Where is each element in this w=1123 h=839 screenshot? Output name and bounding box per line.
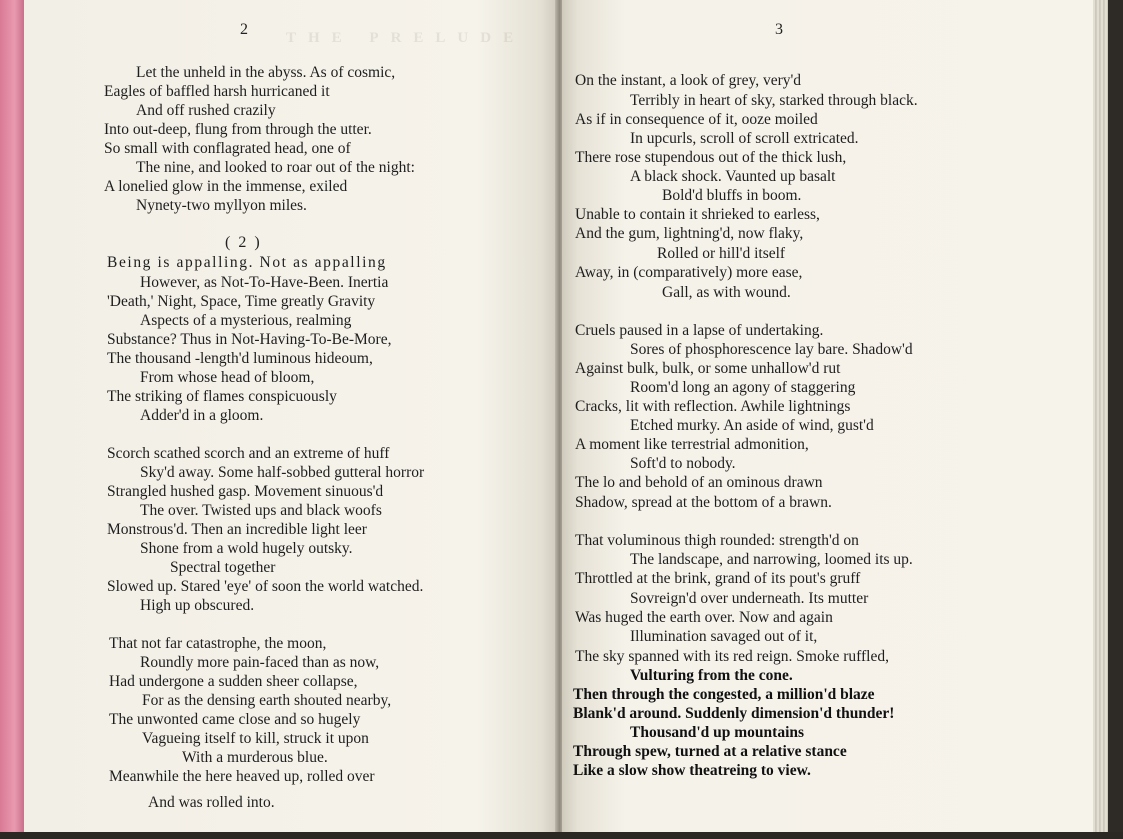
poem-line: That not far catastrophe, the moon, <box>109 635 327 652</box>
poem-line: Had undergone a sudden sheer collapse, <box>109 673 358 690</box>
poem-line: Sky'd away. Some half-sobbed gutteral horror <box>140 464 425 481</box>
poem-line: Bold'd bluffs in boom. <box>662 187 802 204</box>
poem-line: Rolled or hill'd itself <box>657 245 786 262</box>
poem-line: Shone from a wold hugely outsky. <box>140 540 353 557</box>
poem-line: The thousand -length'd luminous hideoum, <box>107 350 373 367</box>
poem-line: Substance? Thus in Not-Having-To-Be-More, <box>107 331 392 348</box>
poem-line: Meanwhile the here heaved up, rolled over <box>109 768 375 785</box>
pink-cover-edge <box>0 0 24 839</box>
poem-line: A lonelied glow in the immense, exiled <box>104 178 348 195</box>
poem-line: Then through the congested, a million'd blaze <box>573 686 875 703</box>
poem-line: Cracks, lit with reflection. Awhile lightnings <box>575 398 851 415</box>
page-number: 3 <box>775 21 783 38</box>
poem-line: With a murderous blue. <box>182 749 328 766</box>
poem-line: From whose head of bloom, <box>140 369 315 386</box>
poem-line: Strangled hushed gasp. Movement sinuous'd <box>107 483 384 500</box>
poem-line: Shadow, spread at the bottom of a brawn. <box>575 494 832 511</box>
poem-line: And the gum, lightning'd, now flaky, <box>575 225 804 242</box>
poem-line: Thousand'd up mountains <box>630 724 805 741</box>
poem-line: However, as Not-To-Have-Been. Inertia <box>140 274 389 291</box>
poem-line: As if in consequence of it, ooze moiled <box>575 111 818 128</box>
poem-line: Etched murky. An aside of wind, gust'd <box>630 417 874 434</box>
section-number: ( 2 ) <box>225 234 262 251</box>
poem-line: Monstrous'd. Then an incredible light leer <box>107 521 367 538</box>
right-page <box>562 0 1093 832</box>
poem-line: Nynety-two myllyon miles. <box>136 197 307 214</box>
poem-line: Against bulk, bulk, or some unhallow'd rut <box>575 360 841 377</box>
poem-line: Like a slow show theatreing to view. <box>573 762 811 779</box>
poem-line: Terribly in heart of sky, starked through black. <box>630 92 918 109</box>
scanner-background <box>1108 0 1123 839</box>
poem-line: On the instant, a look of grey, very'd <box>575 72 802 89</box>
poem-line: In upcurls, scroll of scroll extricated. <box>630 130 859 147</box>
poem-line: 'Death,' Night, Space, Time greatly Gravity <box>107 293 376 310</box>
poem-line: Sores of phosphorescence lay bare. Shadow'd <box>630 341 913 358</box>
poem-line: Cruels paused in a lapse of undertaking. <box>575 322 824 339</box>
poem-line: Soft'd to nobody. <box>630 455 736 472</box>
poem-line: Vulturing from the cone. <box>630 667 793 684</box>
poem-line: Roundly more pain-faced than as now, <box>140 654 380 671</box>
scanner-bottom-edge <box>0 832 1123 839</box>
poem-line: Room'd long an agony of staggering <box>630 379 856 396</box>
poem-line: Away, in (comparatively) more ease, <box>575 264 803 281</box>
poem-line: Gall, as with wound. <box>662 284 791 301</box>
poem-line: The nine, and looked to roar out of the night: <box>136 159 415 176</box>
poem-line: Into out-deep, flung from through the utter. <box>104 121 372 138</box>
left-page <box>24 0 557 832</box>
poem-line: Let the unheld in the abyss. As of cosmic, <box>136 64 396 81</box>
poem-line: Blank'd around. Suddenly dimension'd thunder! <box>573 705 895 722</box>
poem-line: The landscape, and narrowing, loomed its up. <box>630 551 913 568</box>
page-number: 2 <box>240 21 248 38</box>
poem-line: The over. Twisted ups and black woofs <box>140 502 382 519</box>
poem-line: Unable to contain it shrieked to earless, <box>575 206 820 223</box>
poem-line: A moment like terrestrial admonition, <box>575 436 809 453</box>
poem-line: Aspects of a mysterious, realming <box>140 312 352 329</box>
poem-line: Illumination savaged out of it, <box>630 628 818 645</box>
poem-line: Vagueing itself to kill, struck it upon <box>142 730 369 747</box>
poem-line: The lo and behold of an ominous drawn <box>575 474 823 491</box>
bleed-through-text: THE PRELUDE <box>286 30 526 46</box>
poem-line: And off rushed crazily <box>136 102 276 119</box>
poem-line: Eagles of baffled harsh hurricaned it <box>104 83 330 100</box>
poem-line: And was rolled into. <box>148 794 275 811</box>
poem-line: High up obscured. <box>140 597 255 614</box>
poem-line: So small with conflagrated head, one of <box>104 140 351 157</box>
poem-line: Being is appalling. Not as appalling <box>107 254 387 271</box>
poem-line: That voluminous thigh rounded: strength'd on <box>575 532 859 549</box>
poem-line: Sovreign'd over underneath. Its mutter <box>630 590 869 607</box>
poem-line: A black shock. Vaunted up basalt <box>630 168 836 185</box>
poem-line: The unwonted came close and so hugely <box>109 711 361 728</box>
poem-line: Adder'd in a gloom. <box>140 407 264 424</box>
poem-line: The sky spanned with its red reign. Smoke ruffled, <box>575 648 889 665</box>
poem-line: Scorch scathed scorch and an extreme of huff <box>107 445 390 462</box>
poem-line: For as the densing earth shouted nearby, <box>142 692 392 709</box>
poem-line: Spectral together <box>170 559 276 576</box>
poem-line: Was huged the earth over. Now and again <box>575 609 833 626</box>
poem-line: There rose stupendous out of the thick lush, <box>575 149 847 166</box>
poem-line: Through spew, turned at a relative stance <box>573 743 847 760</box>
poem-line: Throttled at the brink, grand of its pout's gruff <box>575 570 861 587</box>
poem-line: The striking of flames conspicuously <box>107 388 337 405</box>
poem-line: Slowed up. Stared 'eye' of soon the world watched. <box>107 578 424 595</box>
